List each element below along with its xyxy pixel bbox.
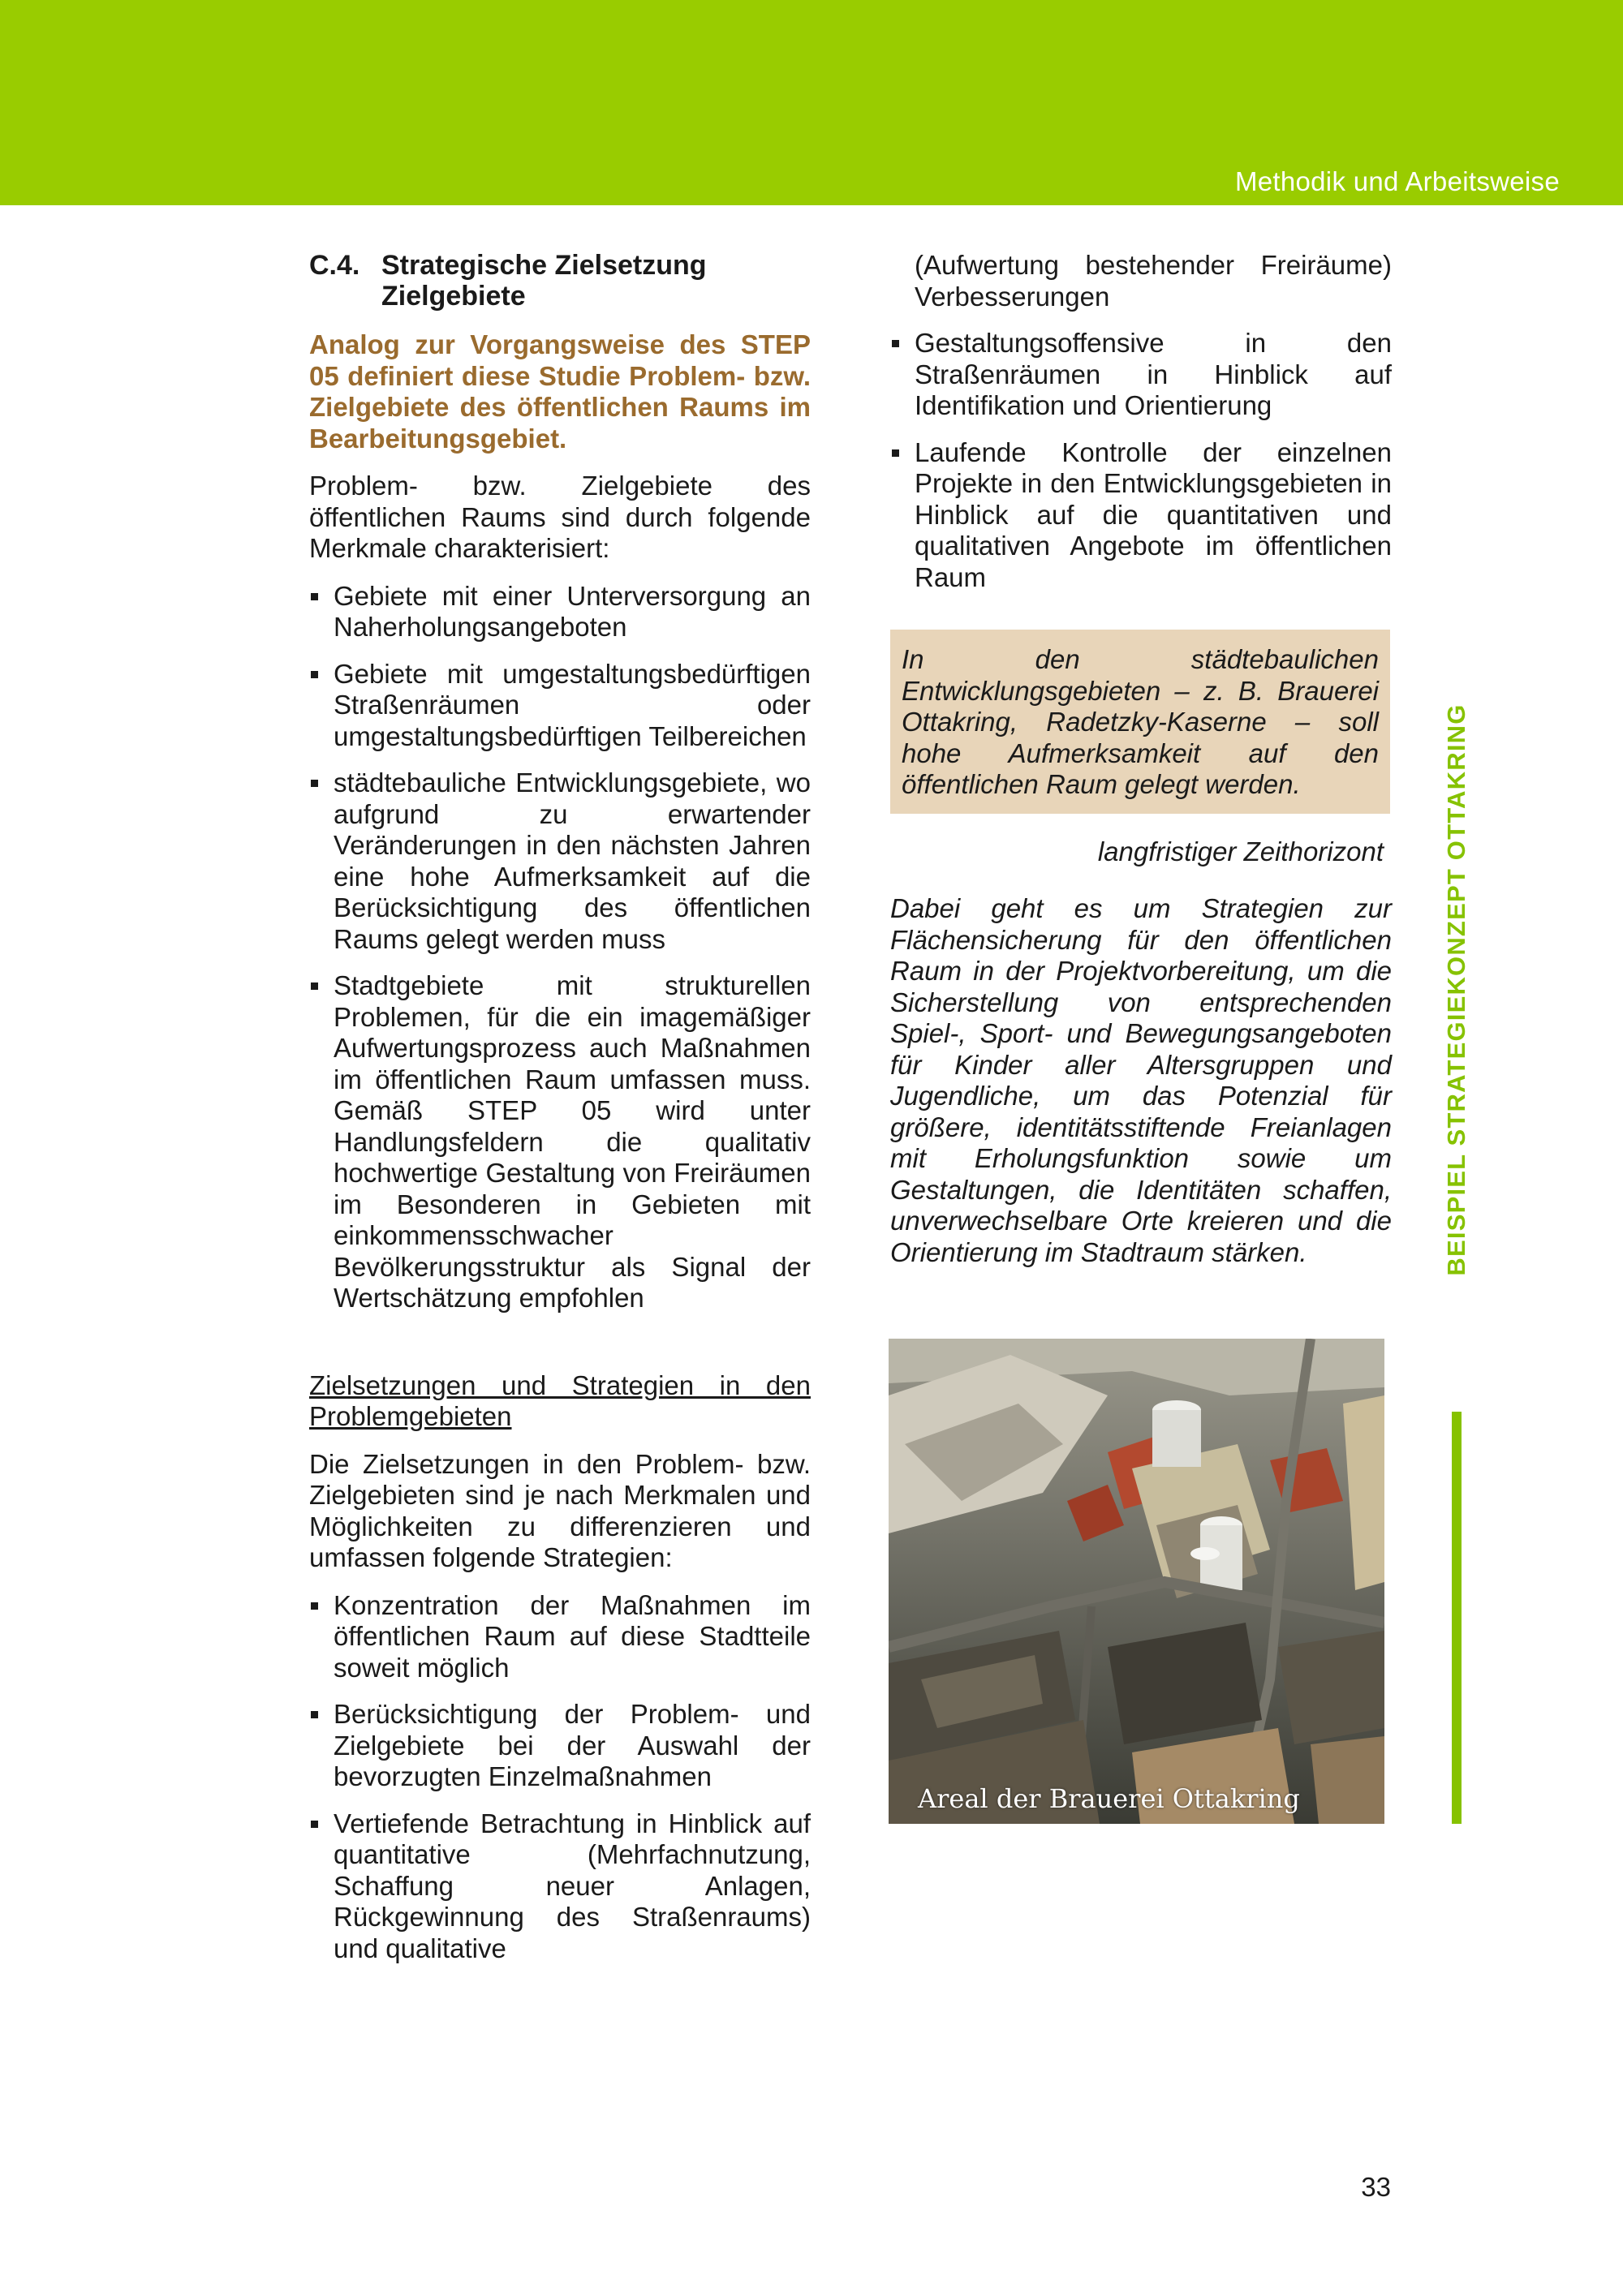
section-heading (309, 250, 811, 312)
intro-paragraph: Problem- bzw. Zielgebiete des öffentlichen Raums sind durch folgende Merkmale charakterisiert: (309, 471, 811, 563)
strategy-list-continued (890, 328, 1392, 593)
section-label: Methodik und Arbeitsweise (1234, 166, 1560, 196)
highlight-box (890, 630, 1390, 814)
continuation-text: (Aufwertung bestehender Freiräume) Verbesserungen (915, 250, 1392, 312)
criteria-list (309, 581, 811, 1314)
italic-paragraph: Dabei geht es um Strategien zur Flächensicherung für den öffentlichen Raum in der Projektvorbereitung, um die Sicherstellung von entsprechenden Spiel-, Sport- und Bewegungsangeboten für Kinder aller Altersgruppen und Jugendliche, um das Potenzial für größere, identitätsstiftende Freianlagen mit Erholungsfunktion sowie um Gestaltungen, die Identitäten schaffen, unverwechselbare Orte kreieren und die Orientierung im Stadtraum stärken. (890, 893, 1392, 1267)
right-column (890, 250, 1392, 608)
aerial-photo (889, 1339, 1384, 1824)
italic-paragraph-block (890, 893, 1392, 1268)
heading-line-1: Strategische Zielsetzung (381, 250, 707, 281)
list-item: städtebauliche Entwicklungsgebiete, wo aufgrund zu erwartender Veränderungen in den nächsten Jahren eine hohe Aufmerksamkeit auf die Berücksichtigung des öffentlichen Raums gelegt werden muss (309, 767, 811, 955)
highlight-text: In den städtebaulichen Entwicklungsgebieten – z. B. Brauerei Ottakring, Radetzky-Kaserne – soll hohe Aufmerksamkeit auf den öffentlichen Raum gelegt werden. (902, 644, 1379, 799)
photo-caption: Areal der Brauerei Ottakring (918, 1783, 1300, 1814)
list-item: Laufende Kontrolle der einzelnen Projekte in den Entwicklungsgebieten in Hinblick auf die quantitativen und qualitativen Angebote im öffentlichen Raum (890, 437, 1392, 594)
heading-line-2: Zielgebiete (381, 281, 526, 312)
heading-number: C.4. (309, 250, 360, 281)
list-item: Berücksichtigung der Problem- und Zielgebiete bei der Auswahl der bevorzugten Einzelmaßnahmen (309, 1699, 811, 1793)
list-item: Gestaltungsoffensive in den Straßenräumen in Hinblick auf Identifikation und Orientierung (890, 328, 1392, 422)
list-item: Stadtgebiete mit strukturellen Problemen, für die ein imagemäßiger Aufwertungsprozess auch Maßnahmen im öffentlichen Raum umfassen muss. Gemäß STEP 05 wird unter Handlungsfeldern die qualitativ hochwertige Gestaltung von Freiräumen im Besonderen in Gebieten mit einkommensschwacher Bevölkerungsstruktur als Signal der Wertschätzung empfohlen (309, 970, 811, 1314)
time-horizon: langfristiger Zeithorizont (1097, 836, 1384, 866)
strategy-list (309, 1590, 811, 1965)
list-item: Vertiefende Betrachtung in Hinblick auf quantitative (Mehrfachnutzung, Schaffung neuer Anlagen, Rückgewinnung des Straßenraums) und qualitative (309, 1808, 811, 1965)
page-number: 33 (1361, 2172, 1391, 2202)
heading-title (381, 250, 707, 312)
list-item: Gebiete mit umgestaltungsbedürftigen Straßenräumen oder umgestaltungsbedürftigen Teilbereichen (309, 659, 811, 753)
subheading: Zielsetzungen und Strategien in den Problemgebieten (309, 1369, 811, 1431)
lead-paragraph: Analog zur Vorgangsweise des STEP 05 definiert diese Studie Problem- bzw. Zielgebiete des öffentlichen Raums im Bearbeitungsgebiet. (309, 329, 811, 454)
list-item: Gebiete mit einer Unterversorgung an Naherholungsangeboten (309, 581, 811, 643)
left-column (309, 250, 811, 1980)
aerial-photo-graphic (889, 1339, 1384, 1824)
list-item: Konzentration der Maßnahmen im öffentlichen Raum auf diese Stadtteile soweit möglich (309, 1590, 811, 1684)
strategy-intro: Die Zielsetzungen in den Problem- bzw. Zielgebieten sind je nach Merkmalen und Möglichkeiten zu differenzieren und umfassen folgende Strategien: (309, 1448, 811, 1572)
side-label: BEISPIEL STRATEGIEKONZEPT OTTAKRING (1438, 568, 1475, 1412)
